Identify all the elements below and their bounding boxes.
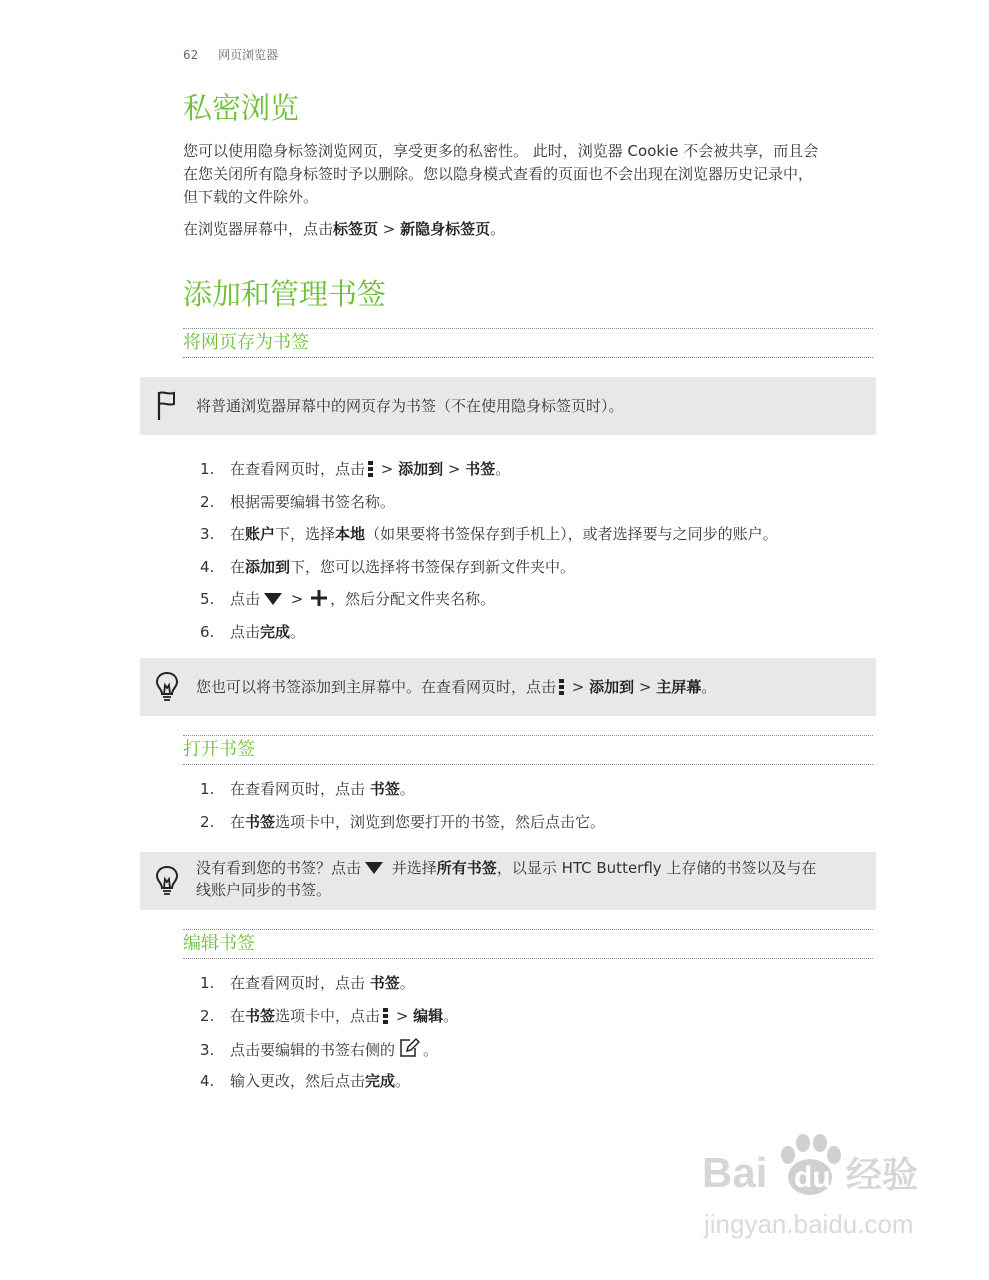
ui-term: 添加到	[398, 460, 444, 478]
tip-text: 没有看到您的书签？点击	[196, 859, 362, 877]
ui-term: 标签页	[333, 220, 379, 238]
separator: >	[378, 220, 401, 238]
step-text: 在	[230, 812, 246, 831]
step-text: 选项卡中，浏览到您要打开的书签，然后点击它。	[275, 812, 606, 831]
tip-box	[140, 658, 876, 716]
separator: >	[443, 460, 466, 478]
separator: >	[567, 678, 590, 696]
save-steps	[200, 458, 778, 653]
open-steps	[200, 778, 605, 843]
ui-term: 编辑	[413, 1006, 444, 1025]
section-title-private: 私密浏览	[183, 91, 300, 125]
dropdown-triangle-icon	[365, 862, 383, 874]
ui-term: 所有书签	[436, 859, 497, 877]
tip-text: 并选择	[387, 859, 437, 877]
step-text: 下，您可以选择将书签保存到新文件夹中。	[290, 557, 576, 576]
list-item	[200, 1070, 458, 1103]
ui-term: 添加到	[245, 557, 291, 576]
ui-term: 书签	[369, 780, 400, 798]
step-number: 1.	[200, 780, 215, 798]
ui-term: 主屏幕	[656, 678, 702, 696]
ui-term: 完成	[260, 622, 291, 641]
tip-line: 线账户同步的书签。	[196, 881, 332, 899]
tip-line	[196, 857, 876, 879]
punct: 。	[399, 974, 415, 992]
private-intro	[183, 140, 873, 209]
list-item	[200, 523, 778, 556]
step-number: 4.	[200, 557, 215, 576]
subsection-title-open: 打开书签	[183, 735, 873, 765]
ui-term: 本地	[335, 525, 366, 543]
edit-steps	[200, 972, 458, 1102]
step-text: 下，选择	[275, 525, 336, 543]
separator: >	[634, 678, 657, 696]
separator: >	[286, 590, 309, 608]
step-number: 2.	[200, 812, 215, 831]
section-title-bookmarks: 添加和管理书签	[183, 277, 387, 311]
flag-icon	[154, 390, 180, 428]
list-item	[200, 811, 605, 844]
private-instruction	[183, 218, 873, 241]
ui-term: 书签	[245, 812, 276, 831]
plus-icon	[310, 589, 328, 613]
step-text: 在	[230, 1006, 246, 1025]
step-number: 3.	[200, 525, 215, 543]
step-number: 4.	[200, 1071, 215, 1090]
watermark-brand2: du	[794, 1161, 831, 1194]
tip-text: 您也可以将书签添加到主屏幕中。在查看网页时，点击	[196, 678, 557, 696]
step-number: 1.	[200, 974, 215, 992]
watermark-brand: Bai	[702, 1149, 768, 1196]
punct: 。	[701, 678, 717, 696]
intro-line: 您可以使用隐身标签浏览网页，享受更多的私密性。 此时，浏览器 Cookie 不会被共享，而且会	[183, 142, 819, 160]
list-item	[200, 778, 605, 811]
step-text: 在	[230, 557, 246, 576]
ui-term: 新隐身标签页	[400, 220, 491, 238]
ui-term: 账户	[245, 525, 276, 543]
ui-term: 完成	[365, 1071, 396, 1090]
step-number: 1.	[200, 460, 215, 478]
edit-pencil-icon	[398, 1037, 420, 1065]
step-text: 根据需要编辑书签名称。	[230, 492, 396, 511]
list-item	[200, 556, 778, 589]
menu-icon	[559, 679, 564, 695]
list-item	[200, 491, 778, 524]
step-number: 6.	[200, 622, 215, 641]
punct: 。	[290, 622, 306, 641]
punct: 。	[395, 1071, 411, 1090]
ui-term: 书签	[245, 1006, 276, 1025]
step-text: 在	[230, 525, 246, 543]
punct: 。	[490, 220, 506, 238]
step-text: 在查看网页时，点击	[230, 974, 370, 992]
list-item	[200, 1037, 458, 1070]
step-text: 点击	[230, 622, 261, 641]
punct: 。	[495, 460, 511, 478]
list-item	[200, 588, 778, 621]
menu-icon	[383, 1008, 388, 1024]
note-text: 将普通浏览器屏幕中的网页存为书签（不在使用隐身标签页时）。	[196, 397, 624, 415]
step-text: ，然后分配文件夹名称。	[330, 590, 496, 608]
step-number: 2.	[200, 1006, 215, 1025]
step-text: （如果要将书签保存到手机上），或者选择要与之同步的账户。	[365, 525, 778, 543]
tip-box	[140, 852, 876, 910]
ui-term: 书签	[369, 974, 400, 992]
subsection-title-save: 将网页存为书签	[183, 328, 873, 358]
separator: >	[391, 1006, 414, 1025]
step-number: 3.	[200, 1041, 215, 1059]
page-header	[183, 46, 294, 63]
punct: 。	[443, 1006, 459, 1025]
instruction-text: 在浏览器屏幕中，点击	[183, 220, 334, 238]
step-text: 选项卡中，点击	[275, 1006, 381, 1025]
step-text: 输入更改，然后点击	[230, 1071, 366, 1090]
watermark-url: jingyan.baidu.com	[704, 1209, 914, 1239]
intro-line: 但下载的文件除外。	[183, 188, 319, 206]
list-item	[200, 972, 458, 1005]
lightbulb-icon	[154, 864, 180, 904]
step-text: 点击要编辑的书签右侧的	[230, 1041, 396, 1059]
punct: 。	[423, 1041, 439, 1059]
list-item	[200, 458, 778, 491]
baidu-watermark	[700, 1125, 940, 1245]
ui-term: 书签	[465, 460, 496, 478]
dropdown-triangle-icon	[264, 593, 282, 605]
lightbulb-icon	[154, 670, 180, 710]
step-text: 点击	[230, 590, 261, 608]
menu-icon	[368, 461, 373, 477]
step-text: 在查看网页时，点击	[230, 780, 370, 798]
note-box	[140, 377, 876, 435]
subsection-title-edit: 编辑书签	[183, 929, 873, 959]
page-number: 62	[183, 48, 199, 62]
list-item	[200, 621, 778, 654]
intro-line: 在您关闭所有隐身标签时予以删除。您以隐身模式查看的页面也不会出现在浏览器历史记录中，	[183, 165, 814, 183]
step-number: 2.	[200, 492, 215, 511]
punct: 。	[399, 780, 415, 798]
step-text: 在查看网页时，点击	[230, 460, 366, 478]
ui-term: 添加到	[589, 678, 635, 696]
chapter-title: 网页浏览器	[218, 48, 279, 62]
separator: >	[376, 460, 399, 478]
tip-text: ，以显示 HTC Butterfly 上存储的书签以及与在	[496, 859, 817, 877]
watermark-cn: 经验	[846, 1155, 919, 1196]
step-number: 5.	[200, 590, 215, 608]
list-item	[200, 1005, 458, 1038]
